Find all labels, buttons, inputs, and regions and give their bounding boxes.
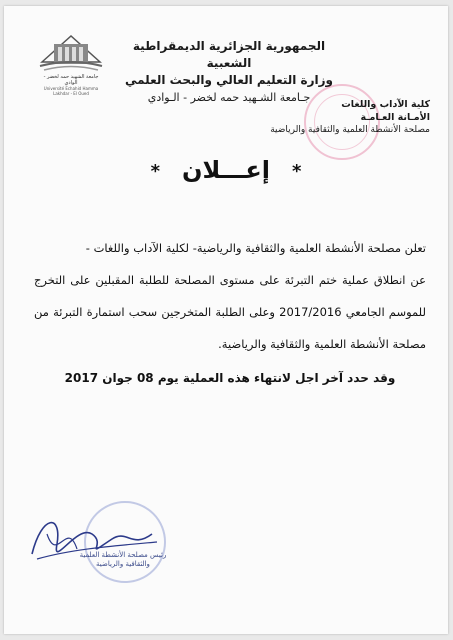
document-page [4, 6, 448, 634]
body-paragraph-1: تعلن مصلحة الأنشطة العلمية والثقافية والرياضية- لكلية الآداب واللغات - [85, 241, 426, 255]
title-text: إعـــلان [182, 156, 270, 184]
general-secretariat: الأمـانة العـامـة [360, 111, 430, 123]
announcement-body [34, 232, 426, 394]
header-university: جـامعة الشـهيد حمه لخضر - الـوادي [147, 91, 311, 104]
title-star-right: * [291, 160, 302, 182]
service-name: مصلحة الأنشطة العلمية والثقافية والرياضية [270, 125, 430, 135]
logo-caption-french: Université Echahid Hamma Lakhdar - El Oued [43, 86, 99, 96]
document-header [114, 38, 344, 106]
title-star-left: * [150, 160, 161, 182]
deadline-notice: وقد حدد آخر اجل لانتهاء هذه العملية يوم 08 جوان 2017 [64, 371, 396, 385]
signature-caption: رئيس مصلحة الأنشطة العلمية والثقافية والرياضية [79, 551, 167, 568]
faculty-name: كلية الآداب واللغات [341, 99, 430, 110]
faculty-block [240, 99, 430, 137]
header-ministry: وزارة التعليم العالي والبحث العلمي [124, 73, 334, 87]
announcement-title [4, 156, 448, 184]
body-paragraph-2: عن انطلاق عملية ختم التبرئة على مستوى المصلحة للطلبة المقبلين على التخرج للموسم الجامعي 2017/2016 وعلى الطلبة المتخرجين سحب استمارة التبرئة من مصلحة الأنشطة العلمية والثقافية والرياضية. [34, 273, 426, 351]
logo-caption-arabic: جامعة الشهيد حمه لخضر - الوادي [43, 74, 99, 86]
university-building-icon [38, 32, 104, 72]
header-republic: الجمهورية الجزائرية الديمقراطية الشعبية [132, 39, 326, 70]
university-logo [38, 32, 104, 96]
